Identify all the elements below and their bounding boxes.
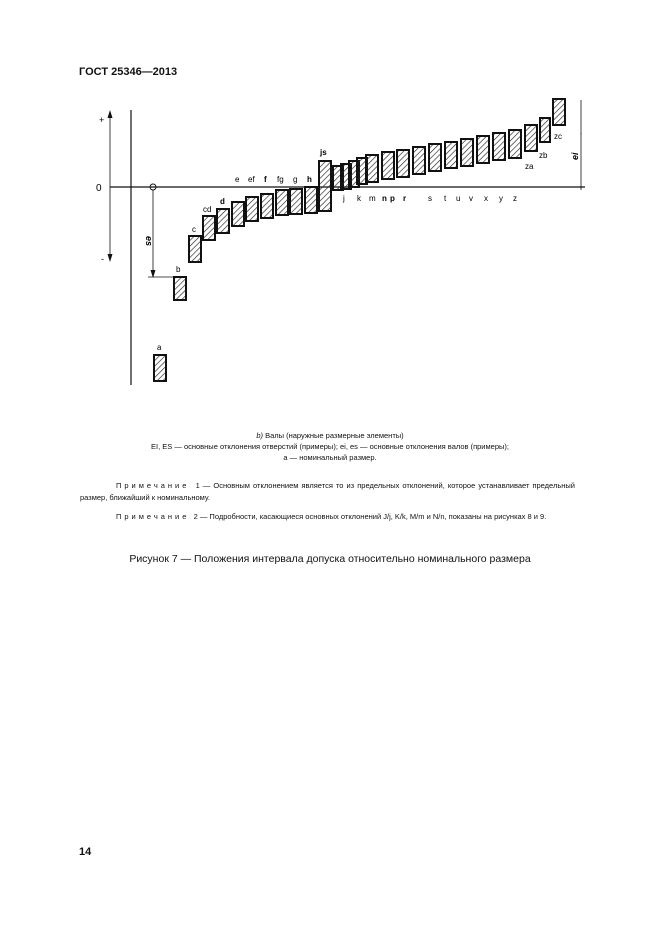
box-p bbox=[366, 155, 378, 182]
note-2-num: 2 bbox=[193, 512, 198, 521]
box-za bbox=[509, 130, 521, 158]
figure-caption bbox=[80, 430, 580, 463]
axis-zero-label: 0 bbox=[96, 183, 102, 194]
box-ef bbox=[246, 197, 258, 221]
label-d: d bbox=[220, 197, 225, 206]
box-g bbox=[290, 189, 302, 214]
axis-plus-label: + bbox=[99, 115, 105, 125]
caption-item-marker: b) bbox=[256, 431, 264, 440]
label-u: u bbox=[456, 194, 461, 203]
label-m: m bbox=[369, 194, 376, 203]
box-cd bbox=[203, 216, 215, 240]
label-v: v bbox=[469, 194, 473, 203]
box-s bbox=[397, 150, 409, 177]
label-js: js bbox=[320, 148, 327, 157]
label-fg: fg bbox=[277, 175, 284, 184]
box-h bbox=[305, 187, 317, 213]
lower-labels bbox=[157, 148, 327, 352]
label-a: a bbox=[157, 343, 162, 352]
note-1 bbox=[80, 480, 575, 504]
box-u bbox=[429, 144, 441, 171]
box-zc bbox=[540, 118, 550, 142]
figure-title: Рисунок 7 — Положения интервала допуска относительно номинального размера bbox=[129, 553, 531, 565]
caption-line-3: a — номинальный размер. bbox=[283, 453, 377, 462]
caption-line-1 bbox=[80, 430, 580, 441]
caption-line-2: EI, ES — основные отклонения отверстий (примеры); ei, es — основные отклонения валов (примеры); bbox=[151, 442, 509, 451]
label-e: e bbox=[235, 175, 240, 184]
label-j: j bbox=[343, 194, 345, 203]
upper-deviation-boxes bbox=[333, 99, 565, 190]
note-1-label: Примечание bbox=[116, 481, 190, 490]
svg-text:.: . bbox=[580, 127, 583, 136]
label-n: n bbox=[382, 194, 387, 203]
page-number: 14 bbox=[79, 846, 92, 858]
box-f bbox=[261, 194, 273, 218]
label-p: p bbox=[390, 194, 395, 203]
box-zb bbox=[525, 125, 537, 151]
label-h: h bbox=[307, 175, 312, 184]
label-f: f bbox=[264, 175, 267, 184]
caption-item-text: Валы (наружные размерные элементы) bbox=[263, 431, 404, 440]
label-k: k bbox=[357, 194, 361, 203]
label-r: r bbox=[403, 194, 407, 203]
box-r bbox=[382, 152, 394, 179]
box-b bbox=[174, 277, 186, 300]
box-c bbox=[189, 236, 201, 262]
box-fg bbox=[276, 190, 288, 215]
box-d bbox=[217, 209, 229, 233]
label-s: s bbox=[428, 194, 432, 203]
label-z: z bbox=[513, 194, 517, 203]
box-e bbox=[232, 202, 244, 226]
label-cd: cd bbox=[203, 205, 212, 214]
document-header: ГОСТ 25346—2013 bbox=[79, 66, 178, 78]
label-ef: ef bbox=[248, 175, 255, 184]
ei-label: ei bbox=[570, 152, 580, 160]
label-y: y bbox=[499, 194, 503, 203]
tolerance-diagram bbox=[0, 0, 661, 420]
label-x: x bbox=[484, 194, 488, 203]
label-c: c bbox=[192, 225, 196, 234]
box-js bbox=[319, 161, 331, 211]
note-1-num: 1 bbox=[195, 481, 200, 490]
label-b: b bbox=[176, 265, 181, 274]
box-z bbox=[493, 133, 505, 160]
label-za: za bbox=[525, 162, 534, 171]
box-a bbox=[154, 355, 166, 381]
label-zb: zb bbox=[539, 151, 548, 160]
note-2 bbox=[80, 511, 575, 523]
note-2-label: Примечание bbox=[116, 512, 190, 521]
box-y bbox=[477, 136, 489, 163]
box-x bbox=[461, 139, 473, 166]
axis-minus-label: - bbox=[101, 254, 104, 264]
label-g: g bbox=[293, 175, 298, 184]
es-label: es bbox=[144, 236, 154, 247]
lower-deviation-boxes bbox=[154, 161, 331, 381]
label-t: t bbox=[444, 194, 447, 203]
box-extra bbox=[553, 99, 565, 125]
note-2-text: — Подробности, касающиеся основных отклонений J/j, K/k, M/m и N/n, показаны на рисунках 8 и 9. bbox=[197, 512, 547, 521]
note-1-text: — Основным отклонением является то из предельных отклонений, которое устанавливает предельный размер, ближайший к номинальному. bbox=[80, 481, 575, 502]
label-zc: zc bbox=[554, 132, 562, 141]
box-t bbox=[413, 147, 425, 174]
box-v bbox=[445, 142, 457, 168]
